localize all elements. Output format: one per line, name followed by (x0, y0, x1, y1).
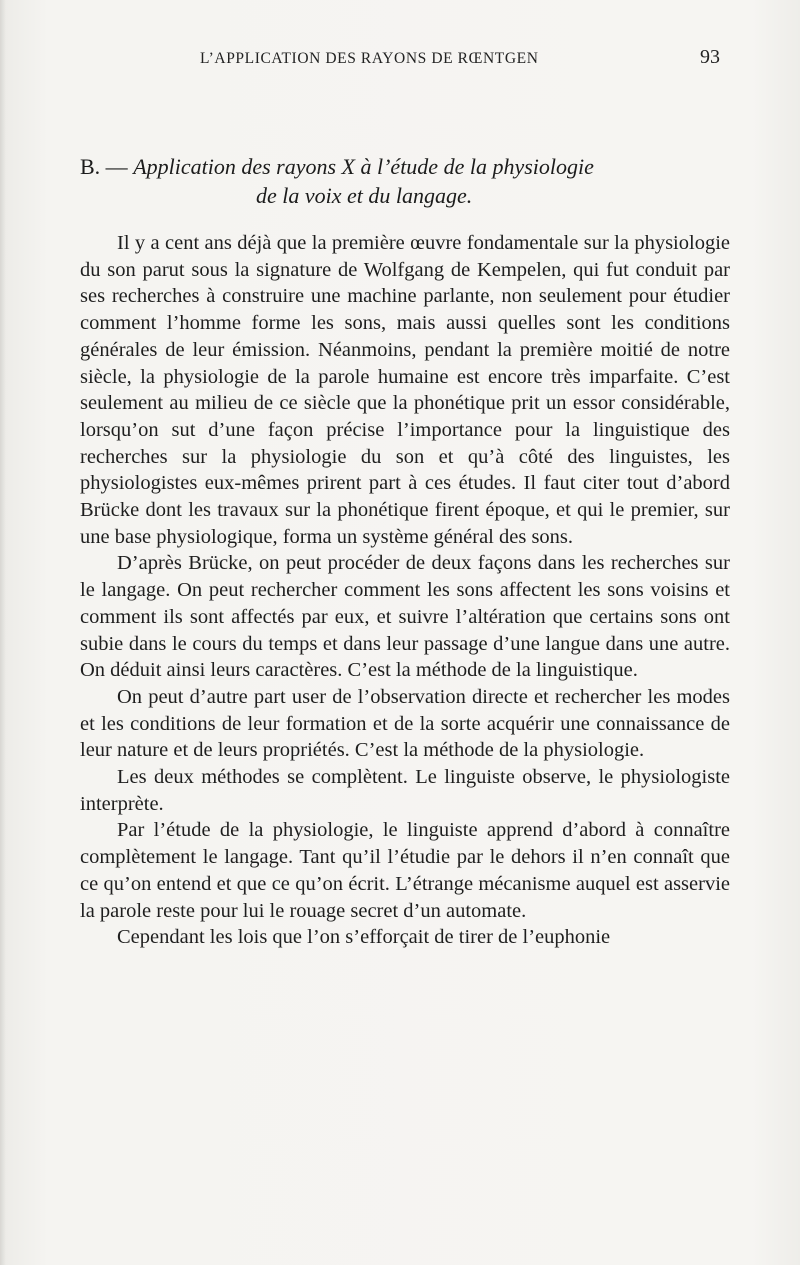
paragraph: Cependant les lois que l’on s’efforçait de tirer de l’euphonie (117, 926, 611, 949)
section-heading-line-2 (80, 181, 730, 210)
paragraph: On peut d’autre part user de l’observation directe et rechercher les modes et les conditions de leur formation et de la sorte acquérir une connaissance de leur nature et de leurs propriétés. C’est la méthode de la physiologie. (80, 685, 730, 762)
paragraph: D’après Brücke, on peut procéder de deux façons dans les recherches sur le langage. On peut rechercher comment les sons affectent les sons voisins et comment ils sont affectés par eux, et suivre l’altération que certains sons ont subie dans le cours du temps et dans leur passage d’une langue dans une autre. On déduit ainsi leurs caractères. C’est la méthode de la linguistique. (80, 552, 730, 682)
section-heading (80, 152, 730, 210)
paragraph: Les deux méthodes se complètent. Le linguiste observe, le physiologiste interprète. (80, 766, 730, 815)
section-title-part-2: de la voix et du langage. (256, 183, 473, 208)
section-label: B. — (80, 154, 134, 179)
section-title-part-1: Application des rayons X à l’étude de la physiologie (133, 154, 594, 179)
running-head: L’APPLICATION DES RAYONS DE RŒNTGEN (200, 50, 539, 67)
paragraph: Par l’étude de la physiologie, le linguiste apprend d’abord à connaître complètement le langage. Tant qu’il l’étudie par le dehors il n’en connaît que ce qu’on entend et que ce qu’on écrit. L’étrange mécanisme auquel est asservie la parole reste pour lui le rouage secret d’un automate. (80, 819, 730, 922)
section-heading-line-1 (80, 152, 730, 181)
page-number: 93 (700, 46, 720, 68)
paragraph: Il y a cent ans déjà que la première œuvre fondamentale sur la physiologie du son parut sous la signature de Wolfgang de Kempelen, qui fut conduit par ses recherches à construire une machine parlante, non seulement pour étudier comment l’homme forme les sons, mais aussi quelles sont les conditions générales de leur émission. Néanmoins, pendant la première moitié de notre siècle, la physiologie de la parole humaine est encore très imparfaite. C’est seulement au milieu de ce siècle que la phonétique prit un essor considérable, lorsqu’on sut d’une façon précise l’importance pour la linguistique des recherches sur la physiologie du son et qu’à côté des linguistes, les physiologistes eux-mêmes prirent part à ces études. Il faut citer tout d’abord Brücke dont les travaux sur la phonétique firent époque, et qui le premier, sur une base physiologique, forma un système général des sons. (80, 232, 730, 548)
page-edge-shadow (0, 0, 6, 1265)
body-text (80, 230, 730, 951)
